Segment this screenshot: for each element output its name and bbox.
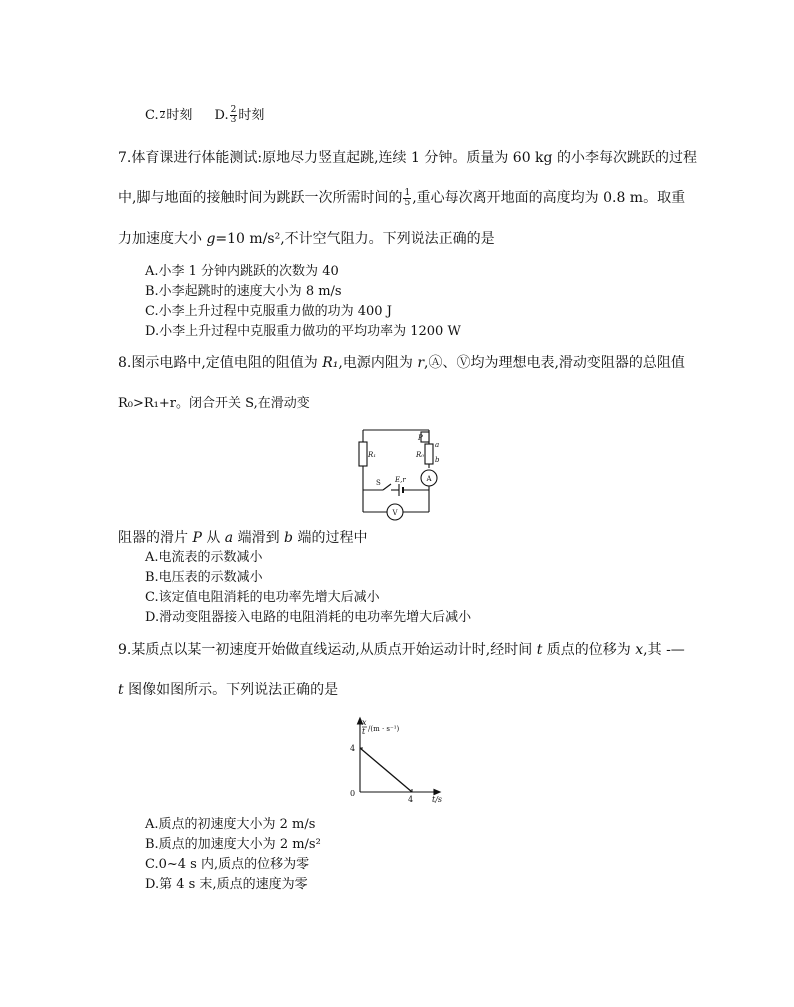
q9-xt-graph — [340, 716, 450, 806]
q8-diagram-r0-label: R₀ — [416, 451, 425, 459]
q8-diagram-r1-label: R₁ — [368, 451, 377, 459]
q7-stem-line3: 力加速度大小 g=10 m/s²,不计空气阻力。下列说法正确的是 — [118, 231, 495, 247]
q8-diagram-b-label: b — [435, 456, 440, 464]
q8-circuit-diagram — [355, 426, 445, 522]
q8-option-c: C.该定值电阻消耗的电功率先增大后减小 — [145, 590, 380, 605]
voltmeter-icon: V — [392, 509, 398, 517]
q9-option-b: B.质点的加速度大小为 2 m/s² — [145, 837, 321, 852]
q6-option-c: C. 2 时刻 — [145, 108, 193, 123]
q8-diagram-p-label: P — [418, 434, 423, 442]
q7-stem-line1: 7.体育课进行体能测试:原地尽力竖直起跳,连续 1 分钟。质量为 60 kg 的小李每次跳跃的过程 — [118, 150, 697, 166]
q8-option-b: B.电压表的示数减小 — [145, 570, 263, 585]
q7-option-a: A.小李 1 分钟内跳跃的次数为 40 — [145, 264, 339, 279]
ammeter-icon: A — [426, 475, 432, 483]
q6-option-c-fraction: 2 — [159, 110, 166, 121]
q8-diagram-er-label: E,r — [395, 476, 406, 484]
q9-stem-line1: 9.某质点以某一初速度开始做直线运动,从质点开始运动计时,经时间 t 质点的位移为 x,其 -— — [118, 642, 685, 658]
q7-stem-line2: 中,脚与地面的接触时间为跳跃一次所需时间的 $\frac{1}{5}$ ,重心每次离开地面的高度均为 0.8 m。取重 — [118, 187, 686, 208]
q7-option-c: C.小李上升过程中克服重力做的功为 400 J — [145, 304, 392, 319]
q8-stem-line3: 阻器的滑片 P 从 a 端滑到 b 端的过程中 — [118, 530, 368, 546]
q9-option-c: C.0~4 s 内,质点的位移为零 — [145, 857, 310, 872]
y-axis-label-numerator: x — [362, 718, 367, 727]
y-axis-unit: /(m · s⁻¹) — [368, 725, 400, 733]
q8-stem-line1: 8.图示电路中,定值电阻的阻值为 R₁,电源内阻为 r,Ⓐ、Ⓥ均为理想电表,滑动变阻器的总阻值 — [118, 355, 685, 371]
q9-option-a: A.质点的初速度大小为 2 m/s — [145, 817, 316, 832]
q7-option-b: B.小李起跳时的速度大小为 8 m/s — [145, 284, 342, 299]
q9-stem-line2: t 图像如图所示。下列说法正确的是 — [118, 682, 339, 698]
q8-option-a: A.电流表的示数减小 — [145, 550, 263, 565]
q7-fraction: $\frac{1}{5}$ — [404, 187, 411, 208]
y-axis-label-denominator: t — [362, 727, 366, 736]
origin-label: 0 — [350, 789, 356, 798]
q6-option-d-fraction: $\frac{2}{3}$ — [230, 105, 237, 125]
q7-option-d: D.小李上升过程中克服重力做功的平均功率为 1200 W — [145, 324, 461, 339]
q8-option-d: D.滑动变阻器接入电路的电阻消耗的电功率先增大后减小 — [145, 610, 472, 625]
q8-diagram-a-label: a — [435, 441, 440, 449]
q9-option-d: D.第 4 s 末,质点的速度为零 — [145, 877, 308, 892]
q6-options — [145, 106, 264, 126]
x-tick-label: 4 — [408, 795, 414, 804]
xt-line — [360, 748, 412, 792]
x-axis-arrow-icon — [434, 790, 440, 795]
q8-diagram-switch-label: S — [376, 479, 381, 487]
q6-option-d: D. $\frac{2}{3}$ 时刻 — [214, 105, 265, 125]
q8-stem-line2: R₀>R₁+r。闭合开关 S,在滑动变 — [118, 396, 310, 411]
y-tick-label: 4 — [350, 744, 356, 753]
x-axis-label: t/s — [432, 795, 443, 804]
